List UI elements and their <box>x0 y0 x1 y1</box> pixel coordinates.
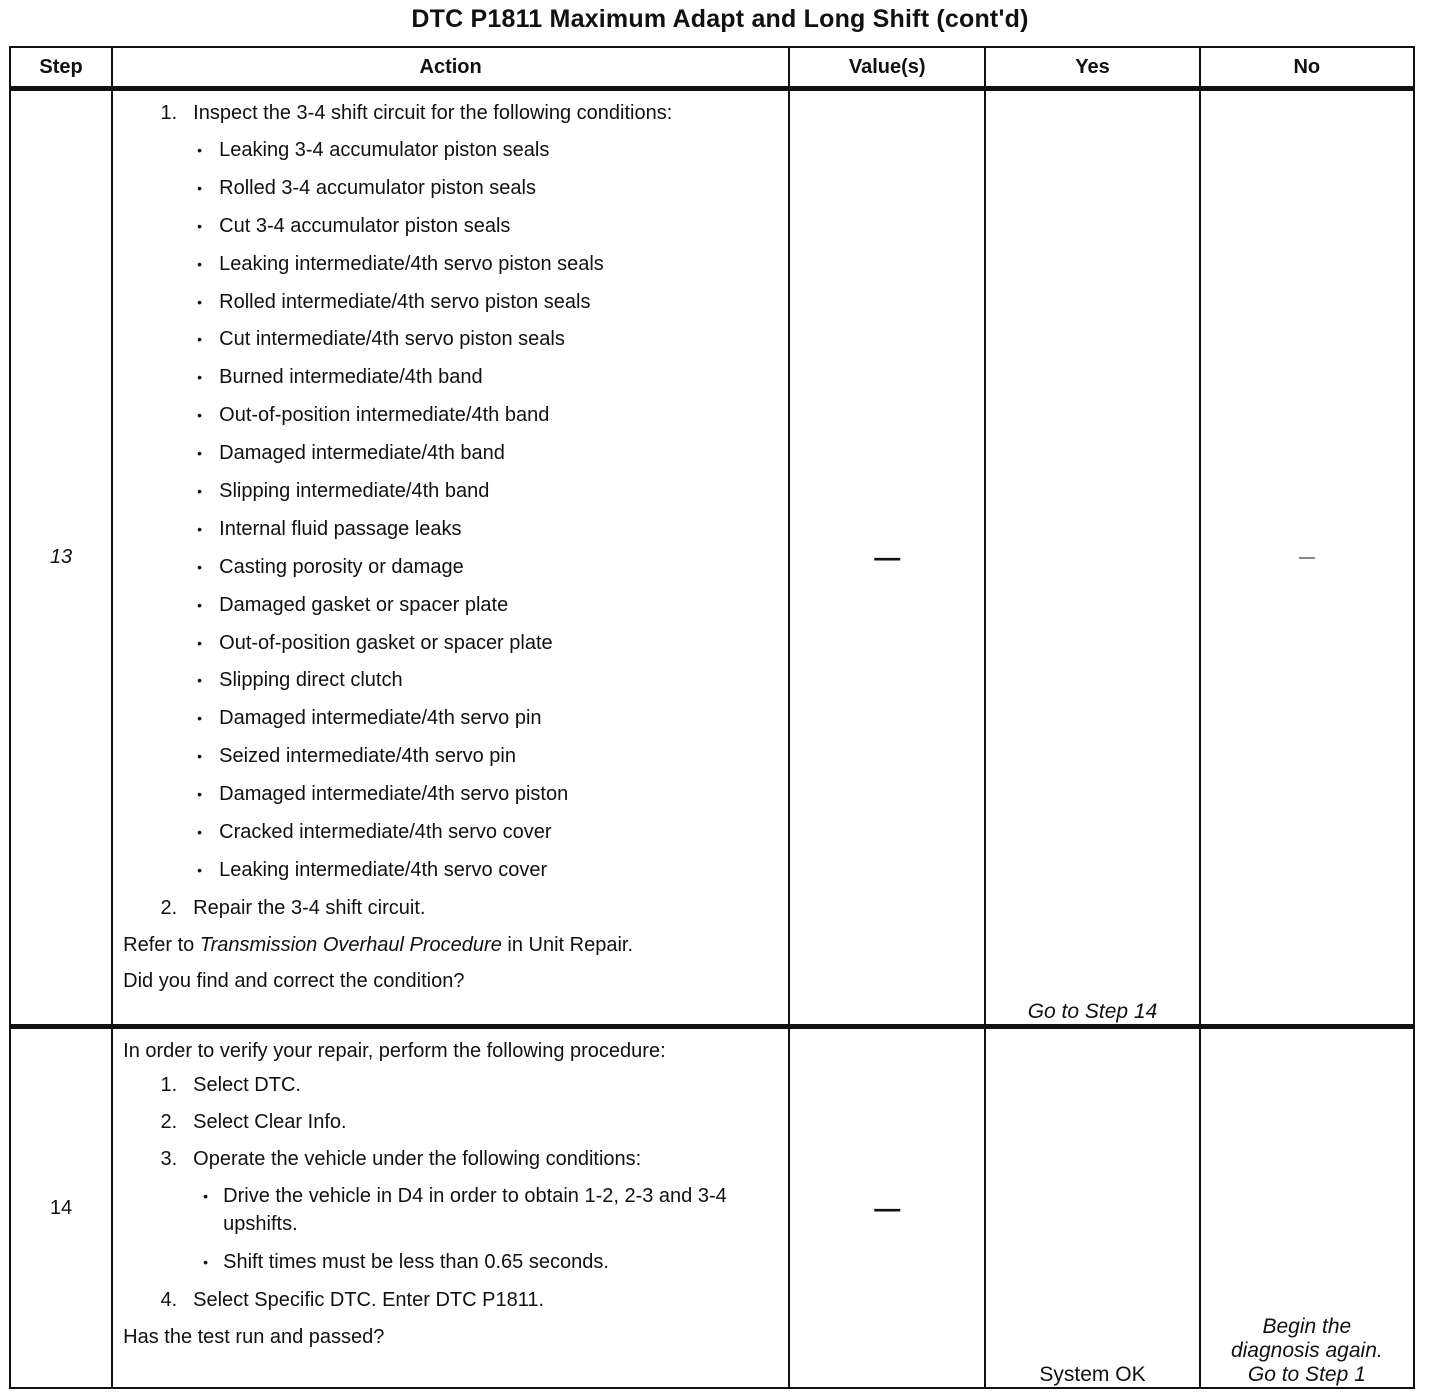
action-cell <box>112 1027 789 1389</box>
value-cell: — <box>789 89 985 1027</box>
yes-result: Go to Step 14 <box>985 89 1199 1027</box>
no-result <box>1200 1027 1414 1389</box>
no-result-line: Go to Step 1 <box>1247 1363 1366 1386</box>
column-header-values: Value(s) <box>789 47 985 89</box>
list-item: • Leaking intermediate/4th servo cover <box>197 858 548 881</box>
list-item: • Out-of-position gasket or spacer plate <box>197 631 553 654</box>
numbered-item <box>123 894 778 922</box>
no-result-line: Begin the <box>1262 1315 1352 1338</box>
step-question: Did you find and correct the condition? <box>123 969 465 992</box>
list-item: • Shift times must be less than 0.65 seconds. <box>203 1250 609 1273</box>
list-item: • Burned intermediate/4th band <box>197 366 483 389</box>
condition-list <box>123 1182 778 1276</box>
item-number: 2. <box>160 1111 178 1133</box>
column-header-action: Action <box>112 47 789 89</box>
step-question: Has the test run and passed? <box>123 1325 385 1348</box>
item-text: Repair the 3-4 shift circuit. <box>193 896 426 919</box>
numbered-item <box>123 1286 778 1314</box>
list-item: • Damaged gasket or spacer plate <box>197 593 509 616</box>
list-item: • Out-of-position intermediate/4th band <box>197 404 550 427</box>
item-number: 2. <box>160 896 178 919</box>
page-title: DTC P1811 Maximum Adapt and Long Shift (cont'd) <box>411 5 1029 33</box>
item-number: 3. <box>160 1148 178 1170</box>
numbered-item <box>123 1108 778 1136</box>
list-item: • Rolled intermediate/4th servo piston seals <box>197 290 591 313</box>
list-item: • Slipping intermediate/4th band <box>197 480 490 503</box>
reference-suffix: in Unit Repair. <box>507 933 634 956</box>
no-result: — <box>1200 89 1414 1027</box>
diagnostic-table <box>9 46 1415 1389</box>
numbered-item <box>123 1071 778 1099</box>
numbered-item <box>123 1145 778 1173</box>
list-item: • Seized intermediate/4th servo pin <box>197 745 516 768</box>
list-item: • Drive the vehicle in D4 in order to obtain 1-2, 2-3 and 3-4 upshifts. <box>203 1185 727 1235</box>
list-item: • Damaged intermediate/4th servo piston <box>197 783 569 806</box>
step-intro: In order to verify your repair, perform the following procedure: <box>123 1040 666 1062</box>
item-text: Select DTC. <box>193 1074 301 1096</box>
table-row-step-13 <box>10 89 1414 1027</box>
table-row-step-14 <box>10 1027 1414 1389</box>
list-item: • Cracked intermediate/4th servo cover <box>197 821 552 844</box>
table-header-row <box>10 47 1414 89</box>
reference-prefix: Refer to <box>123 933 195 956</box>
item-number: 4. <box>160 1288 178 1311</box>
item-text: Select Clear Info. <box>193 1111 347 1133</box>
list-item: • Casting porosity or damage <box>197 555 464 578</box>
yes-result: System OK <box>985 1027 1199 1389</box>
item-text: Select Specific DTC. Enter DTC P1811. <box>193 1288 545 1311</box>
list-item: • Damaged intermediate/4th band <box>197 442 505 465</box>
list-item: • Leaking intermediate/4th servo piston seals <box>197 252 604 275</box>
value-cell: — <box>789 1027 985 1389</box>
list-item: • Rolled 3-4 accumulator piston seals <box>197 176 536 199</box>
step-number: 13 <box>10 89 112 1027</box>
reference-line <box>123 931 778 959</box>
item-text: Operate the vehicle under the following conditions: <box>193 1148 642 1170</box>
list-item: • Cut intermediate/4th servo piston seals <box>197 328 565 351</box>
list-item: • Leaking 3-4 accumulator piston seals <box>197 139 550 161</box>
condition-list <box>123 136 778 884</box>
action-cell <box>112 89 789 1027</box>
item-number: 1. <box>160 1074 178 1096</box>
column-header-step: Step <box>10 47 112 89</box>
column-header-no: No <box>1200 47 1414 89</box>
list-item: • Slipping direct clutch <box>197 669 403 692</box>
step-number: 14 <box>10 1027 112 1389</box>
item-text: Inspect the 3-4 shift circuit for the following conditions: <box>193 102 673 124</box>
reference-procedure: Transmission Overhaul Procedure <box>199 933 502 956</box>
numbered-item <box>123 99 778 127</box>
list-item: • Damaged intermediate/4th servo pin <box>197 707 542 730</box>
no-result-line: diagnosis again. <box>1230 1339 1383 1362</box>
list-item: • Cut 3-4 accumulator piston seals <box>197 214 511 237</box>
item-number: 1. <box>160 102 178 124</box>
list-item: • Internal fluid passage leaks <box>197 517 462 540</box>
column-header-yes: Yes <box>985 47 1199 89</box>
